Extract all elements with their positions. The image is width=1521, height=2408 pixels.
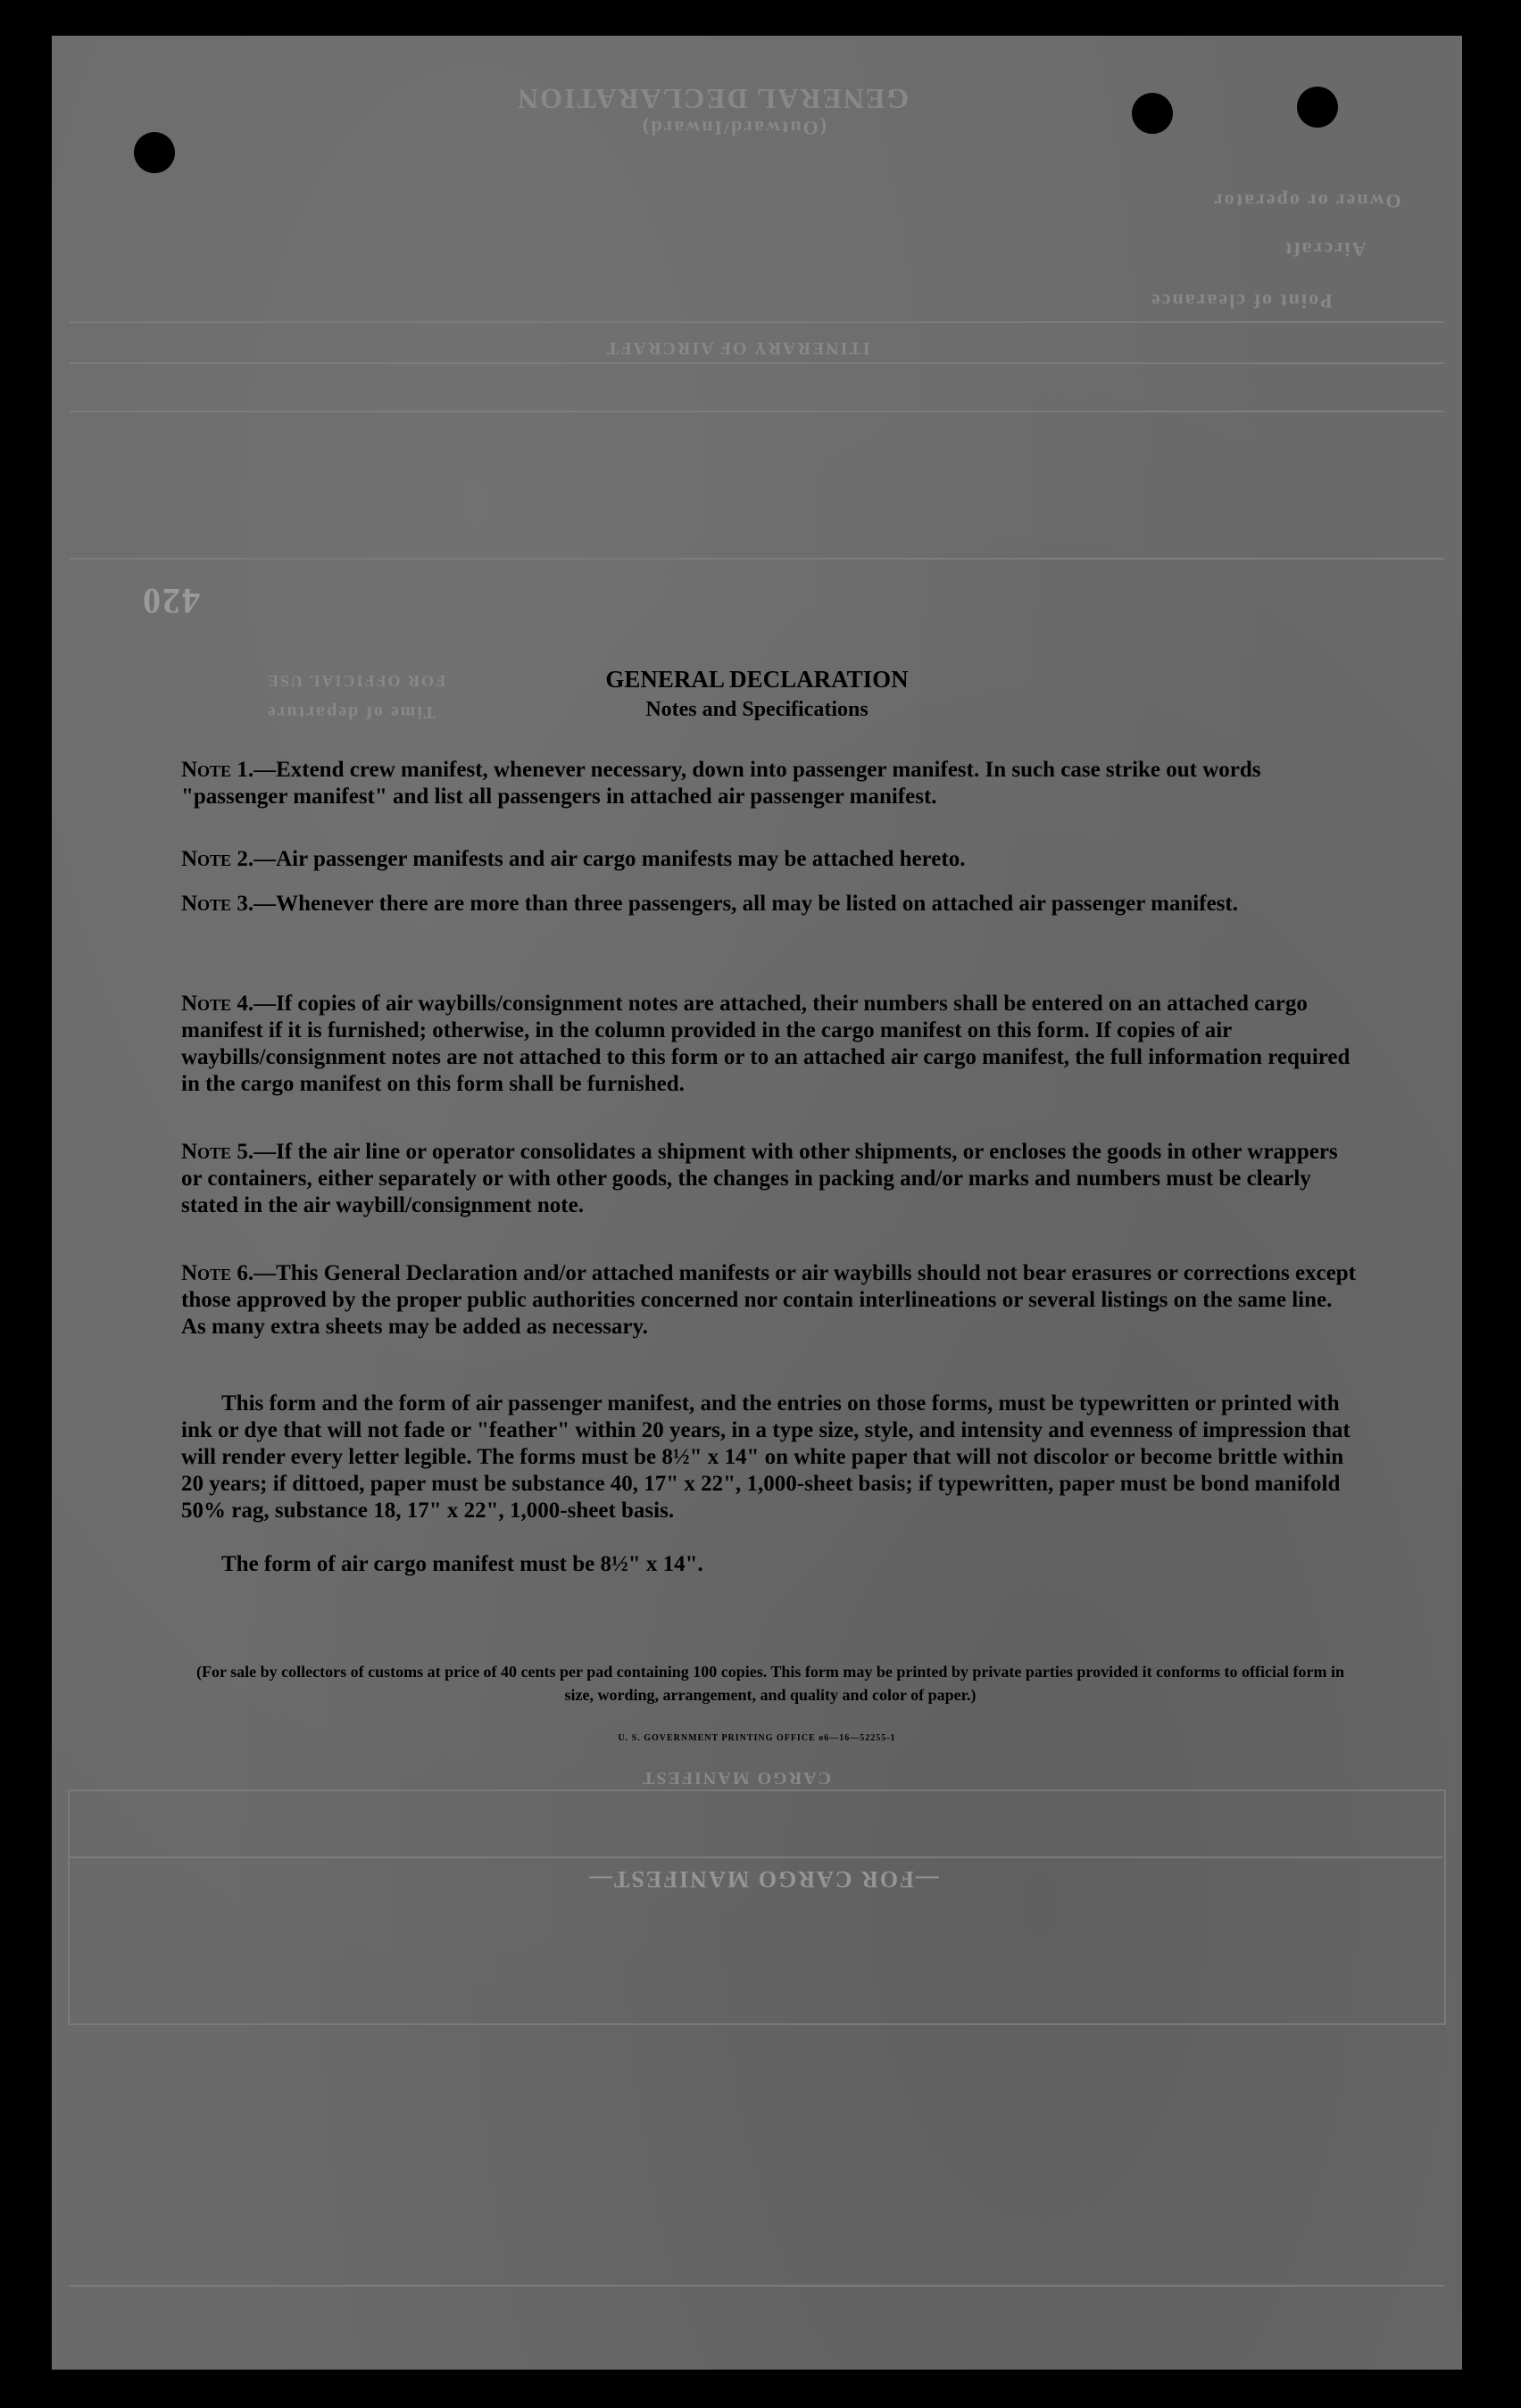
note-text: —Air passenger manifests and air cargo manifests may be attached hereto. bbox=[254, 847, 966, 871]
bleed-form-subtitle: (Outward/Inward) bbox=[641, 117, 827, 139]
cargo-form-size: The form of air cargo manifest must be 8½" x 14". bbox=[221, 1552, 703, 1576]
bleed-rule bbox=[70, 411, 1444, 412]
punch-hole-right-2 bbox=[1297, 87, 1338, 128]
note-label: Note 1. bbox=[181, 758, 254, 782]
note-3 bbox=[181, 891, 1359, 918]
bleed-official-use: FOR OFFICIAL USE bbox=[266, 672, 446, 690]
bleed-page-number: 420 bbox=[141, 581, 200, 621]
note-label: Note 5. bbox=[181, 1140, 254, 1164]
bleed-itinerary: ITINERARY OF AIRCRAFT bbox=[605, 338, 870, 358]
note-6 bbox=[181, 1260, 1359, 1341]
bleed-rule bbox=[70, 321, 1444, 323]
bleed-cargo-table bbox=[68, 1789, 1446, 2025]
bleed-rule bbox=[70, 558, 1444, 560]
sale-note: (For sale by collectors of customs at price of 40 cents per pad containing 100 copies. This form may be printed by private parties provided it conforms to official form in size, wording, arrangement, and quality and color of paper.) bbox=[195, 1663, 1345, 1704]
bleed-rule bbox=[70, 2285, 1444, 2287]
note-text: —This General Declaration and/or attached manifests or air waybills should not bear erasures or corrections except those approved by the proper public authorities concerned nor contain interlineations or several listings on the same line. As many extra sheets may be added as necessary. bbox=[181, 1261, 1356, 1339]
bleed-point-of-clearance: Point of clearance bbox=[1150, 290, 1333, 312]
declaration-subtitle: Notes and Specifications bbox=[645, 698, 869, 721]
note-label: Note 4. bbox=[181, 992, 254, 1016]
note-label: Note 3. bbox=[181, 892, 254, 916]
bleed-cargo-entry: —FOR CARGO MANIFEST— bbox=[587, 1866, 939, 1892]
printing-office: U. S. GOVERNMENT PRINTING OFFICE o6—16—52255-1 bbox=[618, 1733, 896, 1743]
specification-paragraph: This form and the form of air passenger manifest, and the entries on those forms, must be typewritten or printed with ink or dye that will not fade or "feather" within 20 years, in a type size, style, and intensity and evenness of impression that will render every letter legible. The forms must be 8½" x 14" on white paper that will not discolor or become brittle within 20 years; if dittoed, paper must be substance 40, 17" x 22", 1,000-sheet basis; if typewritten, paper must be bond manifold 50% rag, substance 18, 17" x 22", 1,000-sheet basis. bbox=[181, 1391, 1351, 1523]
note-text: —If the air line or operator consolidates a shipment with other shipments, or encloses the goods in other wrappers or containers, either separately or with other goods, the changes in packing and/or marks and numbers must be clearly stated in the air waybill/consignment note. bbox=[181, 1140, 1338, 1217]
declaration-title: GENERAL DECLARATION bbox=[605, 666, 909, 693]
bleed-rule bbox=[68, 1856, 1442, 1858]
note-text: —If copies of air waybills/consignment notes are attached, their numbers shall be entered on an attached cargo manifest if it is furnished; otherwise, in the column provided in the cargo manifest on this form. If copies of air waybills/consignment notes are not attached to this form or to an attached air cargo manifest, the full information required in the cargo manifest on this form shall be furnished. bbox=[181, 992, 1351, 1096]
bleed-time-of-departure: Time of departure bbox=[266, 702, 436, 722]
note-label: Note 2. bbox=[181, 847, 254, 871]
note-label: Note 6. bbox=[181, 1261, 254, 1285]
note-text: —Whenever there are more than three passengers, all may be listed on attached air passenger manifest. bbox=[254, 892, 1238, 916]
bleed-form-title: GENERAL DECLARATION bbox=[516, 83, 910, 115]
note-5 bbox=[181, 1139, 1359, 1219]
note-4 bbox=[181, 991, 1359, 1098]
bleed-owner-operator: Owner or operator bbox=[1212, 190, 1401, 212]
punch-hole-left bbox=[134, 132, 175, 173]
bleed-rule bbox=[70, 362, 1444, 364]
bleed-aircraft: Aircraft bbox=[1284, 238, 1367, 261]
note-1 bbox=[181, 757, 1359, 810]
document-sheet bbox=[52, 36, 1462, 2370]
bleed-cargo-manifest: CARGO MANIFEST bbox=[641, 1768, 832, 1788]
punch-hole-right-1 bbox=[1132, 93, 1173, 134]
note-2 bbox=[181, 846, 1359, 873]
note-text: —Extend crew manifest, whenever necessary, down into passenger manifest. In such case strike out words "passenger manifest" and list all passengers in attached air passenger manifest. bbox=[181, 758, 1261, 809]
